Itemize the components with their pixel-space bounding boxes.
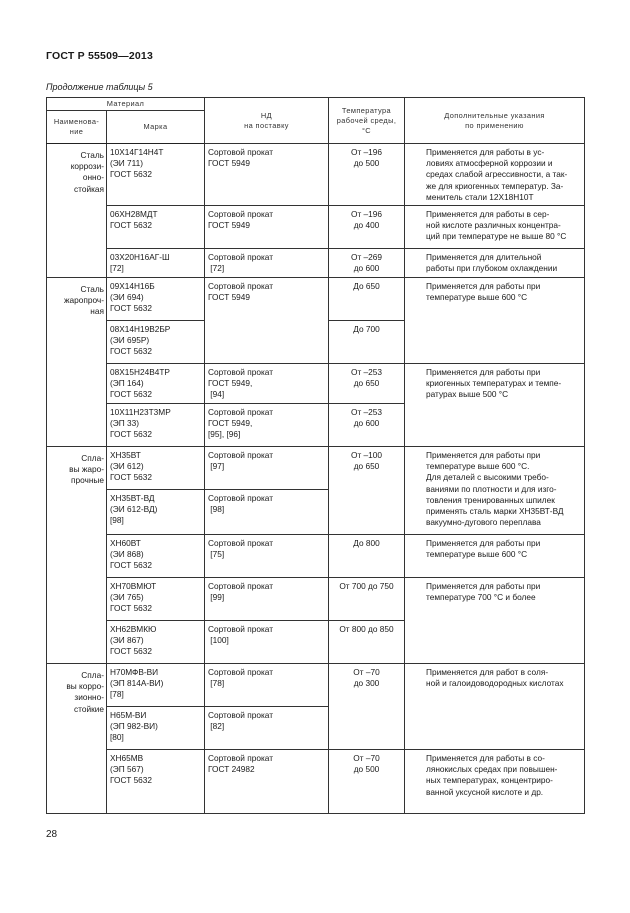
mark-cell: Н70МФВ-ВИ (ЭП 814А-ВИ) [78] xyxy=(107,664,205,707)
header-mark: Марка xyxy=(107,111,205,144)
mark-cell: 10Х14Г14Н4Т (ЭИ 711) ГОСТ 5632 xyxy=(107,144,205,206)
header-nd: НД на поставку xyxy=(205,98,329,144)
note-cell: Применяется для работы в со- лянокислых средах при повышен- ных температурах, концентриро- ванной уксусной кислоте и др. xyxy=(405,750,585,814)
temperature-cell: До 650 xyxy=(329,278,405,321)
table-row xyxy=(47,664,585,707)
header-material: Материал xyxy=(47,98,205,111)
group-name: Сталь жаропроч- ная xyxy=(47,278,107,447)
note-cell: Применяется для длительной работы при глубоком охлаждении xyxy=(405,249,585,278)
temperature-cell: От –196 до 400 xyxy=(329,206,405,249)
temperature-cell: От –269 до 600 xyxy=(329,249,405,278)
table-row xyxy=(47,364,585,404)
nd-cell: Сортовой прокат [78] xyxy=(205,664,329,707)
table-row xyxy=(47,535,585,578)
temperature-cell: От –70 до 300 xyxy=(329,664,405,750)
nd-cell: Сортовой прокат ГОСТ 5949 xyxy=(205,144,329,206)
note-cell: Применяется для работы в сер- ной кислоте различных концентра- ций при температуре не выше 80 °С xyxy=(405,206,585,249)
temperature-cell: От –70 до 500 xyxy=(329,750,405,814)
mark-cell: 03Х20Н16АГ-Ш [72] xyxy=(107,249,205,278)
nd-cell: Сортовой прокат ГОСТ 5949, [95], [96] xyxy=(205,404,329,447)
page-number: 28 xyxy=(46,829,58,840)
mark-cell: 08Х14Н19В2БР (ЭИ 695Р) ГОСТ 5632 xyxy=(107,321,205,364)
temperature-cell: От –253 до 600 xyxy=(329,404,405,447)
mark-cell: 10Х11Н23Т3МР (ЭП 33) ГОСТ 5632 xyxy=(107,404,205,447)
note-cell: Применяется для работ в соля- ной и галоидоводородных кислотах xyxy=(405,664,585,750)
nd-cell: Сортовой прокат [97] xyxy=(205,447,329,490)
note-cell: Применяется для работы при температуре 700 °С и более xyxy=(405,578,585,664)
nd-cell: Сортовой прокат ГОСТ 24982 xyxy=(205,750,329,814)
mark-cell: ХН65МВ (ЭП 567) ГОСТ 5632 xyxy=(107,750,205,814)
nd-cell: Сортовой прокат [100] xyxy=(205,621,329,664)
nd-cell: Сортовой прокат [99] xyxy=(205,578,329,621)
note-cell: Применяется для работы при температуре выше 600 °С xyxy=(405,278,585,364)
mark-cell: ХН62ВМКЮ (ЭИ 867) ГОСТ 5632 xyxy=(107,621,205,664)
table-row xyxy=(47,249,585,278)
note-cell: Применяется для работы при температуре выше 600 °С xyxy=(405,535,585,578)
table-row xyxy=(47,278,585,321)
temperature-cell: От 700 до 750 xyxy=(329,578,405,621)
header-notes: Дополнительные указания по применению xyxy=(405,98,585,144)
table-row xyxy=(47,578,585,621)
table-row xyxy=(47,750,585,814)
group-name: Спла- вы жаро- прочные xyxy=(47,447,107,664)
table-caption: Продолжение таблицы 5 xyxy=(46,82,153,92)
document-header: ГОСТ Р 55509—2013 xyxy=(46,50,154,62)
temperature-cell: От –253 до 650 xyxy=(329,364,405,404)
nd-cell: Сортовой прокат ГОСТ 5949 xyxy=(205,206,329,249)
materials-table xyxy=(46,97,585,814)
mark-cell: 08Х15Н24В4ТР (ЭП 164) ГОСТ 5632 xyxy=(107,364,205,404)
note-cell: Применяется для работы при криогенных температурах и темпе- ратурах выше 500 °С xyxy=(405,364,585,447)
header-name: Наименова- ние xyxy=(47,111,107,144)
mark-cell: ХН70ВМЮТ (ЭИ 765) ГОСТ 5632 xyxy=(107,578,205,621)
table-row xyxy=(47,206,585,249)
table-row xyxy=(47,144,585,206)
temperature-cell: До 700 xyxy=(329,321,405,364)
mark-cell: 09Х14Н16Б (ЭИ 694) ГОСТ 5632 xyxy=(107,278,205,321)
mark-cell: ХН60ВТ (ЭИ 868) ГОСТ 5632 xyxy=(107,535,205,578)
nd-cell: Сортовой прокат [82] xyxy=(205,707,329,750)
table-row xyxy=(47,447,585,490)
nd-cell: Сортовой прокат ГОСТ 5949 xyxy=(205,278,329,364)
header-temperature: Температура рабочей среды, °С xyxy=(329,98,405,144)
mark-cell: 06ХН28МДТ ГОСТ 5632 xyxy=(107,206,205,249)
note-cell: Применяется для работы при температуре выше 600 °С. Для деталей с высокими требо- ваниями по плотности и для изго- товления тренированных шпилек применять сталь марки ХН35ВТ-ВД вакуумно-дугового переплава xyxy=(405,447,585,535)
mark-cell: ХН35ВТ-ВД (ЭИ 612-ВД) [98] xyxy=(107,490,205,535)
group-name: Спла- вы корро- зионно- стойкие xyxy=(47,664,107,814)
mark-cell: ХН35ВТ (ЭИ 612) ГОСТ 5632 xyxy=(107,447,205,490)
note-cell: Применяется для работы в ус- ловиях атмосферной коррозии и средах слабой агрессивности, а так- же для криогенных температур. За- менитель стали 12Х18Н10Т xyxy=(405,144,585,206)
nd-cell: Сортовой прокат [75] xyxy=(205,535,329,578)
temperature-cell: От –196 до 500 xyxy=(329,144,405,206)
nd-cell: Сортовой прокат [98] xyxy=(205,490,329,535)
temperature-cell: От 800 до 850 xyxy=(329,621,405,664)
nd-cell: Сортовой прокат [72] xyxy=(205,249,329,278)
group-name: Сталь коррози- онно- стойкая xyxy=(47,144,107,278)
temperature-cell: До 800 xyxy=(329,535,405,578)
temperature-cell: От –100 до 650 xyxy=(329,447,405,535)
mark-cell: Н65М-ВИ (ЭП 982-ВИ) [80] xyxy=(107,707,205,750)
nd-cell: Сортовой прокат ГОСТ 5949, [94] xyxy=(205,364,329,404)
